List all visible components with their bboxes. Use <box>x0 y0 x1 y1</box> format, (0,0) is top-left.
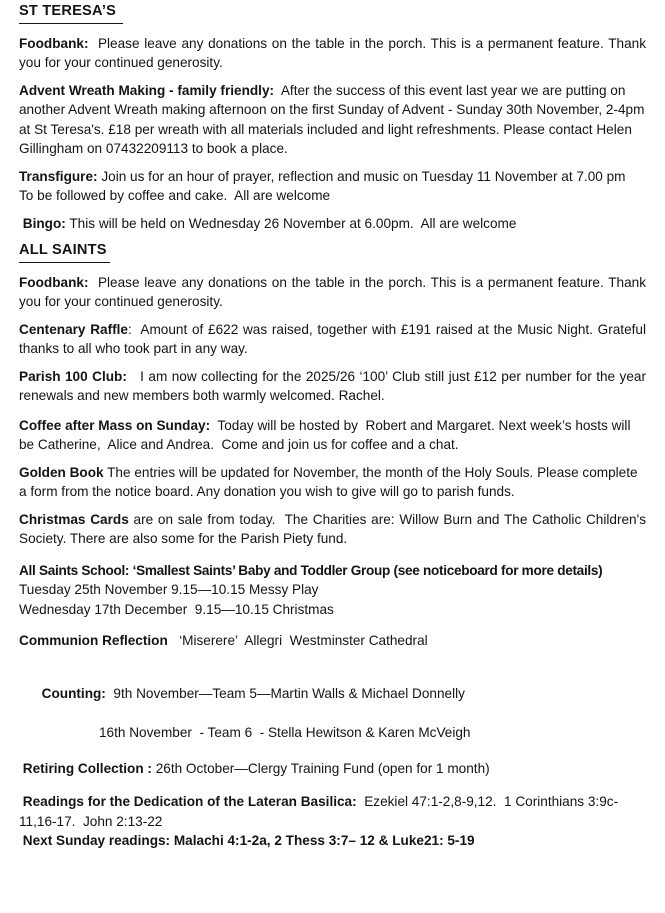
coffee-after-mass-body: Today will be hosted by Robert and Margaret. Next week’s hosts will be Catherine, Alice and Andrea. Come and join us for coffee and a chat. <box>19 417 635 452</box>
parish-100-club-body: I am now collecting for the 2025/26 ‘100’ Club still just £12 per number for the year renewals and new members both warmly welcomed. Rachel. <box>19 368 650 403</box>
para-smallest-saints-group <box>19 561 646 620</box>
heading-all-saints-text: ALL SAINTS <box>19 241 110 263</box>
heading-st-teresas <box>19 2 646 24</box>
transfigure-body: Join us for an hour of prayer, reflection and music on Tuesday 11 November at 7.00 pm To be followed by coffee and cake. All are welcome <box>19 168 633 203</box>
foodbank-body: Please leave any donations on the table in the porch. This is a permanent feature. Thank you for your continued generosity. <box>19 35 650 70</box>
foodbank-body: Please leave any donations on the table in the porch. This is a permanent feature. Thank you for your continued generosity. <box>19 274 650 309</box>
next-sunday-readings-text: Next Sunday readings: Malachi 4:1-2a, 2 Thess 3:7– 12 & Luke21: 5-19 <box>19 833 475 848</box>
advent-wreath-label: Advent Wreath Making - family friendly: <box>19 82 275 98</box>
bingo-body: This will be held on Wednesday 26 November at 6.00pm. All are welcome <box>65 215 517 231</box>
counting-label: Counting: <box>41 686 106 701</box>
foodbank-label: Foodbank: <box>19 35 89 51</box>
coffee-after-mass-label: Coffee after Mass on Sunday: <box>19 417 211 433</box>
centenary-raffle-body: : Amount of £622 was raised, together with £191 raised at the Music Night. Grateful thanks to all who took part in any way. <box>19 321 650 356</box>
centenary-raffle-label: Centenary Raffle <box>19 321 128 337</box>
para-next-sunday-readings <box>19 831 646 851</box>
smallest-saints-session-2: Wednesday 17th December 9.15—10.15 Christmas <box>19 601 334 617</box>
para-retiring-collection <box>19 759 646 779</box>
golden-book-body: The entries will be updated for November, the month of the Holy Souls. Please complete a form from the notice board. Any donation you wish to give will go to parish funds. <box>19 464 642 499</box>
smallest-saints-title: All Saints School: ‘Smallest Saints’ Baby and Toddler Group (see noticeboard for more details) <box>19 562 603 578</box>
counting-team-5: 9th November—Team 5—Martin Walls & Michael Donnelly <box>105 686 465 701</box>
communion-reflection-body: ‘Miserere’ Allegri Westminster Cathedral <box>167 633 428 648</box>
para-lateran-readings <box>19 792 646 831</box>
para-bingo <box>19 214 646 234</box>
parish-100-club-label: Parish 100 Club: <box>19 368 127 384</box>
advent-wreath-body: After the success of this event last year we are putting on another Advent Wreath making afternoon on the first Sunday of Advent - Sunday 30th November, 2-4pm at St Teresa's. £18 per wreath with all materials included and light refreshments. Please contact Helen Gillingham on 07432209113 to book a place. <box>19 82 649 156</box>
transfigure-label: Transfigure: <box>19 168 98 184</box>
retiring-collection-label: Retiring Collection : <box>19 760 152 776</box>
para-foodbank-all-saints <box>19 273 650 312</box>
counting-row-1 <box>19 665 646 724</box>
smallest-saints-session-1: Tuesday 25th November 9.15—10.15 Messy Play <box>19 582 319 597</box>
para-communion-reflection <box>19 631 646 651</box>
golden-book-label: Golden Book <box>19 464 104 480</box>
foodbank-label: Foodbank: <box>19 274 89 290</box>
communion-reflection-label: Communion Reflection <box>19 633 168 648</box>
para-christmas-cards <box>19 510 650 549</box>
heading-st-teresas-text: ST TERESA’S <box>19 2 123 24</box>
lateran-readings-label: Readings for the Dedication of the Lateran Basilica: <box>19 794 357 809</box>
para-counting <box>19 665 646 743</box>
christmas-cards-label: Christmas Cards <box>19 511 129 527</box>
retiring-collection-body: 26th October—Clergy Training Fund (open for 1 month) <box>151 760 490 776</box>
para-transfigure <box>19 167 646 206</box>
para-foodbank-st-teresas <box>19 34 650 73</box>
para-coffee-after-mass <box>19 416 646 455</box>
heading-all-saints <box>19 241 646 263</box>
christmas-cards-body: are on sale from today. The Charities are: Willow Burn and The Catholic Children's Society. There are also some for the Parish Piety fund. <box>19 511 650 546</box>
para-advent-wreath <box>19 81 649 159</box>
counting-team-6: 16th November - Team 6 - Stella Hewitson & Karen McVeigh <box>99 725 471 740</box>
lateran-readings-body: Ezekiel 47:1-2,8-9,12. 1 Corinthians 3:9c-11,16-17. John 2:13-22 <box>19 794 619 829</box>
para-parish-100-club <box>19 367 650 406</box>
para-centenary-raffle <box>19 320 650 359</box>
bingo-label: Bingo: <box>19 215 66 231</box>
para-golden-book <box>19 463 646 502</box>
